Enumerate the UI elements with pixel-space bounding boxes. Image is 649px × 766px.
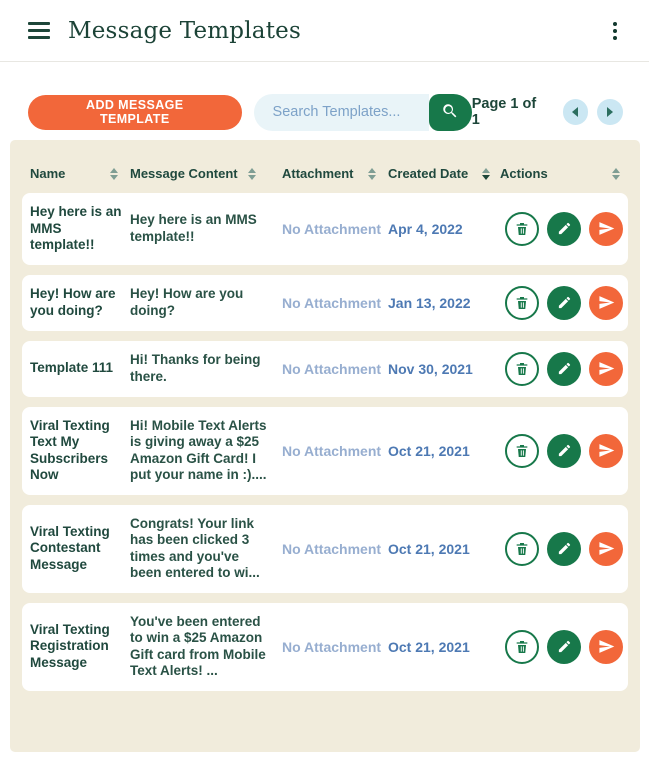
- table-header-row: [22, 166, 628, 193]
- pencil-icon: [557, 541, 572, 556]
- pencil-icon: [557, 221, 572, 236]
- search-bar: [254, 94, 472, 131]
- template-name: Viral Texting Contestant Message: [30, 523, 110, 572]
- template-name: Viral Texting Registration Message: [30, 621, 110, 670]
- edit-template-button[interactable]: [547, 532, 581, 566]
- trash-icon: [514, 221, 530, 237]
- template-content: Congrats! Your link has been clicked 3 times and you've been entered to wi...: [130, 515, 260, 580]
- pencil-icon: [557, 443, 572, 458]
- attachment-status: No Attachment: [282, 638, 382, 655]
- template-name: Hey! How are you doing?: [30, 286, 116, 318]
- attachment-status: No Attachment: [282, 540, 382, 557]
- template-content: Hey here is an MMS template!!: [130, 212, 257, 244]
- delete-template-button[interactable]: [505, 434, 539, 468]
- sort-icon[interactable]: [482, 168, 490, 180]
- kebab-menu-icon[interactable]: [607, 18, 623, 44]
- template-content: Hey! How are you doing?: [130, 286, 244, 318]
- pencil-icon: [557, 361, 572, 376]
- send-template-button[interactable]: [589, 212, 623, 246]
- row-actions: [500, 434, 628, 468]
- page-indicator: Page 1 of 1: [471, 96, 537, 128]
- created-date: Oct 21, 2021: [388, 638, 470, 655]
- column-header-message-content[interactable]: Message Content: [130, 166, 282, 181]
- table-row: [22, 407, 628, 495]
- search-input[interactable]: [254, 94, 429, 131]
- trash-icon: [514, 639, 530, 655]
- template-name: Viral Texting Text My Subscribers Now: [30, 417, 110, 482]
- table-row: [22, 505, 628, 593]
- delete-template-button[interactable]: [505, 212, 539, 246]
- sort-icon[interactable]: [248, 168, 256, 180]
- delete-template-button[interactable]: [505, 630, 539, 664]
- edit-template-button[interactable]: [547, 434, 581, 468]
- attachment-status: No Attachment: [282, 220, 382, 237]
- trash-icon: [514, 443, 530, 459]
- send-icon: [598, 638, 615, 655]
- send-icon: [598, 540, 615, 557]
- send-template-button[interactable]: [589, 532, 623, 566]
- table-row: [22, 193, 628, 265]
- edit-template-button[interactable]: [547, 212, 581, 246]
- edit-template-button[interactable]: [547, 352, 581, 386]
- delete-template-button[interactable]: [505, 286, 539, 320]
- send-icon: [598, 442, 615, 459]
- created-date: Jan 13, 2022: [388, 294, 471, 311]
- next-page-button[interactable]: [597, 99, 623, 125]
- row-actions: [500, 212, 628, 246]
- send-icon: [598, 294, 615, 311]
- trash-icon: [514, 541, 530, 557]
- attachment-status: No Attachment: [282, 294, 382, 311]
- template-name: Hey here is an MMS template!!: [30, 204, 122, 252]
- attachment-status: No Attachment: [282, 360, 382, 377]
- send-template-button[interactable]: [589, 286, 623, 320]
- delete-template-button[interactable]: [505, 352, 539, 386]
- table-row: [22, 603, 628, 691]
- search-icon: [441, 102, 459, 123]
- column-header-attachment[interactable]: Attachment: [282, 166, 388, 181]
- template-content: You've been entered to win a $25 Amazon Gift card from Mobile Text Alerts! ...: [130, 613, 266, 678]
- chevron-right-icon: [607, 107, 613, 117]
- created-date: Nov 30, 2021: [388, 360, 473, 377]
- toolbar: [0, 62, 649, 140]
- app-bar: [0, 0, 649, 62]
- pagination: [472, 96, 623, 128]
- delete-template-button[interactable]: [505, 532, 539, 566]
- template-content: Hi! Thanks for being there.: [130, 352, 261, 384]
- send-icon: [598, 360, 615, 377]
- send-template-button[interactable]: [589, 434, 623, 468]
- sort-icon[interactable]: [110, 168, 118, 180]
- add-message-template-button[interactable]: ADD MESSAGE TEMPLATE: [28, 95, 242, 130]
- sort-icon[interactable]: [368, 168, 376, 180]
- send-template-button[interactable]: [589, 352, 623, 386]
- table-row: [22, 341, 628, 397]
- column-header-actions[interactable]: Actions: [500, 166, 628, 181]
- edit-template-button[interactable]: [547, 286, 581, 320]
- trash-icon: [514, 361, 530, 377]
- row-actions: [500, 630, 628, 664]
- search-button[interactable]: [429, 94, 472, 131]
- template-content: Hi! Mobile Text Alerts is giving away a $25 Amazon Gift Card! I put your name in :)....: [130, 417, 267, 482]
- column-header-created-date[interactable]: Created Date: [388, 166, 500, 181]
- pencil-icon: [557, 295, 572, 310]
- row-actions: [500, 532, 628, 566]
- templates-table: [10, 140, 640, 752]
- row-actions: [500, 352, 628, 386]
- send-icon: [598, 220, 615, 237]
- column-header-name[interactable]: Name: [22, 166, 130, 181]
- row-actions: [500, 286, 628, 320]
- table-row: [22, 275, 628, 331]
- menu-icon[interactable]: [28, 22, 50, 39]
- page-title: Message Templates: [68, 17, 301, 44]
- attachment-status: No Attachment: [282, 442, 382, 459]
- sort-icon[interactable]: [612, 168, 620, 180]
- send-template-button[interactable]: [589, 630, 623, 664]
- previous-page-button[interactable]: [563, 99, 589, 125]
- chevron-left-icon: [572, 107, 578, 117]
- created-date: Oct 21, 2021: [388, 540, 470, 557]
- template-name: Template 111: [30, 360, 114, 376]
- edit-template-button[interactable]: [547, 630, 581, 664]
- pencil-icon: [557, 639, 572, 654]
- created-date: Oct 21, 2021: [388, 442, 470, 459]
- created-date: Apr 4, 2022: [388, 220, 463, 237]
- trash-icon: [514, 295, 530, 311]
